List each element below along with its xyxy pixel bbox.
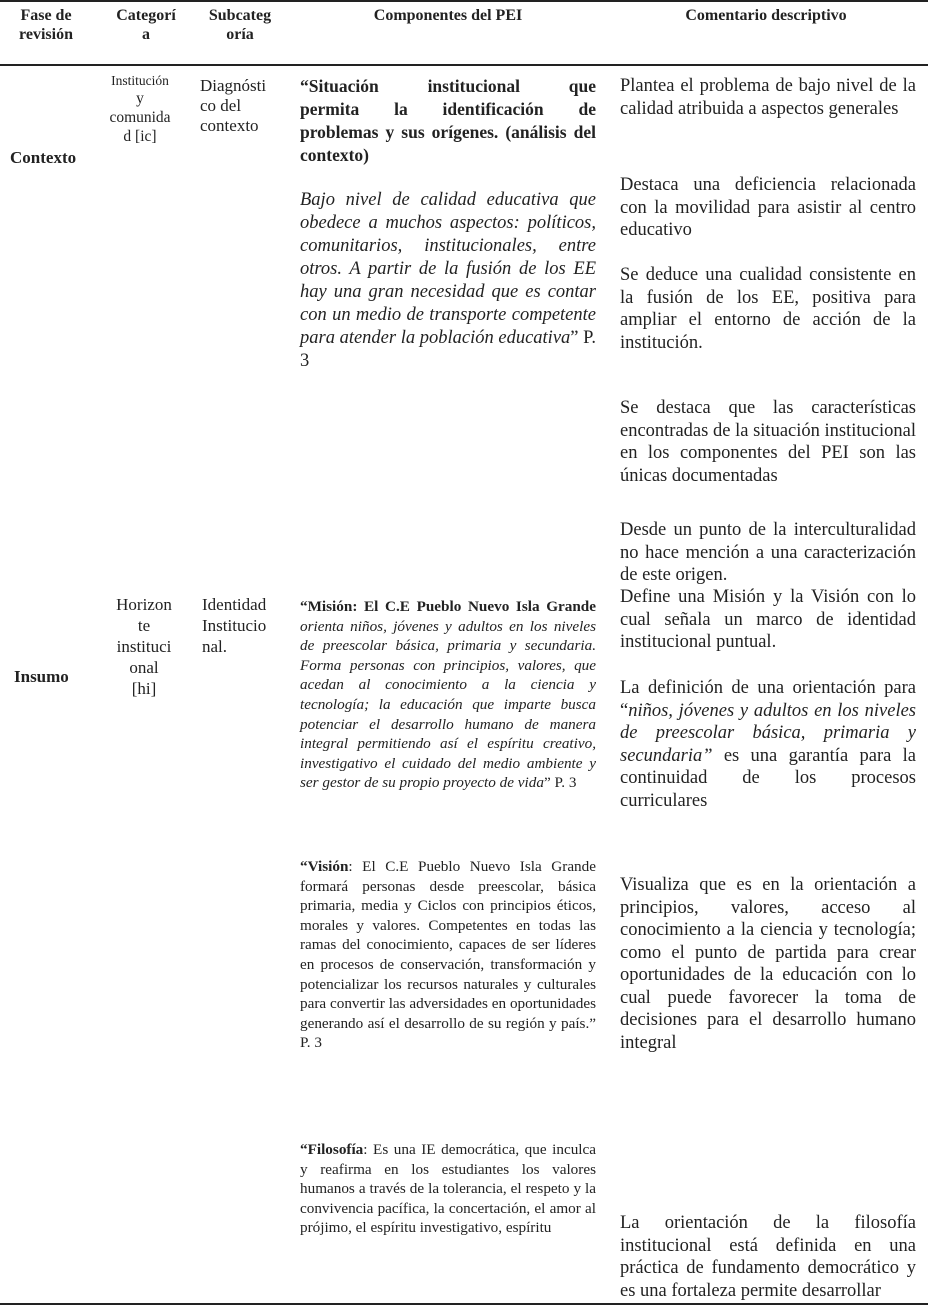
fase-contexto: Contexto — [10, 148, 77, 167]
comentario-insumo-2: La definición de una orientación para “niños, jóvenes y adultos en los niveles de preescolar básica, primaria y secundaria” es una garantía para la continuidad de los procesos curriculares — [620, 678, 916, 811]
header-componentes: Componentes del PEI — [373, 7, 523, 24]
cita-vision: “Visión: El C.E Pueblo Nuevo Isla Grande formará personas desde preescolar, básica primaria, media y Ciclos con principios éticos, morales y valores. Competentes en todas las ramas del conocimiento, capaces de ser líderes en procesos de conservación, transformación y potencializar los recursos naturales y culturales para convertir las adversidades en oportunidades generando así el desarrollo de su región y país.” P. 3 — [300, 858, 596, 1052]
comentario-insumo-4: La orientación de la filosofía institucional está definida en una práctica de fundamento democrático y es una fortaleza permite desarrollar — [620, 1213, 916, 1301]
header-fase: Fase de revisión — [19, 7, 73, 43]
header-bottom-rule — [0, 64, 928, 66]
header-categoria: Categorí a — [116, 7, 176, 43]
comentario-insumo-3: Visualiza que es en la orientación a principios, valores, acceso al conocimiento a la ciencia y tecnología; como el punto de partida para crear oportunidades de la educación con lo cual puede favorecer la toma de decisiones para el desarrollo humano integral — [620, 875, 916, 1053]
comentario-contexto-2: Destaca una deficiencia relacionada con la movilidad para asistir al centro educativo — [620, 175, 916, 240]
table-top-rule — [0, 0, 928, 2]
categoria-horizonte-institucional: Horizon te instituci onal [hi] — [116, 595, 172, 698]
categoria-institucion-comunidad: Institución y comunida d [ic] — [109, 73, 171, 145]
table-bottom-rule — [0, 1303, 928, 1305]
header-comentario: Comentario descriptivo — [685, 7, 847, 24]
subcategoria-identidad: Identidad Institucio nal. — [202, 595, 267, 656]
fase-insumo: Insumo — [14, 667, 69, 686]
comentario-contexto-1: Plantea el problema de bajo nivel de la calidad atribuida a aspectos generales — [620, 76, 916, 119]
cita-situacion-institucional: “Situación institucional que permita la identificación de problemas y sus orígenes. (análisis del contexto) Bajo nivel de calidad educativa que obedece a muchos aspectos: políticos, comunitarios, institucionales, entre otros. A partir de la fusión de los EE hay una gran necesidad que es contar con un medio de transporte competente para atender la población educativa” P. 3 — [300, 76, 596, 371]
header-subcategoria: Subcateg oría — [208, 7, 272, 43]
cita-mision: “Misión: El C.E Pueblo Nuevo Isla Grande orienta niños, jóvenes y adultos en los niveles de preescolar básica, primaria y secundaria. Forma personas con principios, valores, que acedan al conocimiento a la ciencia y tecnología; la educación que imparte busca potenciar el desarrollo humano de manera integral permitiendo así el espíritu creativo, investigativo el cuidado del medio ambiente y ser gestor de su propio proyecto de vida” P. 3 — [300, 598, 596, 792]
comentario-contexto-3: Se deduce una cualidad consistente en la fusión de los EE, positiva para ampliar el entorno de acción de la institución. — [620, 265, 916, 353]
comentario-insumo-1: Define una Misión y la Visión con lo cual señala un marco de identidad institucional puntual. — [620, 587, 916, 652]
comentario-contexto-5: Desde un punto de la interculturalidad no hace mención a una caracterización de este origen. — [620, 520, 916, 585]
comentario-contexto-4: Se destaca que las características encontradas de la situación institucional en los componentes del PEI son las únicas documentadas — [620, 398, 916, 486]
cita-filosofia: “Filosofía: Es una IE democrática, que inculca y reafirma en los estudiantes los valores humanos a través de la tolerancia, el respeto y la convivencia pacífica, la concertación, el amor al prójimo, el espíritu investigativo, espíritu — [300, 1141, 596, 1237]
subcategoria-diagnostico: Diagnósti co del contexto — [200, 76, 267, 135]
